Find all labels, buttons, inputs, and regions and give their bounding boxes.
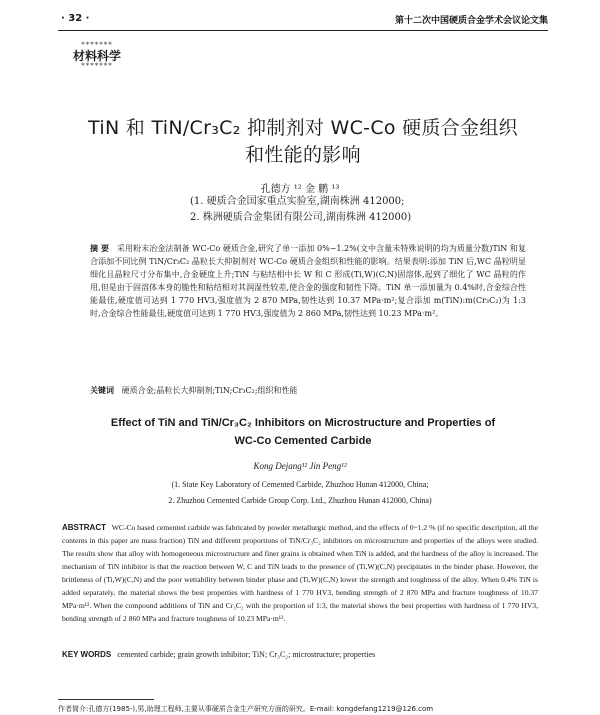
section-tag xyxy=(58,42,136,70)
keywords-chinese-label: 关键词 xyxy=(90,386,114,395)
title-english xyxy=(58,414,548,450)
keywords-english-label: KEY WORDS xyxy=(62,650,112,659)
header-rule xyxy=(58,30,548,31)
affiliation-2: 2. 株洲硬质合金集团有限公司,湖南株洲 412000) xyxy=(190,212,412,223)
abstract-english xyxy=(62,521,538,625)
keywords-english xyxy=(62,649,538,661)
affiliation-1: (1. 硬质合金国家重点实验室,湖南株洲 412000; xyxy=(190,196,405,207)
title-english-line2: WC-Co Cemented Carbide xyxy=(234,435,372,447)
section-tag-stars-bottom: ******* xyxy=(81,62,113,70)
title-chinese-line1: TiN 和 TiN/Cr₃C₂ 抑制剂对 WC-Co 硬质合金组织 xyxy=(88,117,518,139)
affiliation-en-1: (1. State Key Laboratory of Cemented Carbide, Zhuzhou Hunan 412000, China; xyxy=(171,480,429,489)
abstract-english-text: WC-Co based cemented carbide was fabricated by powder metallurgic method, and the effects of 0~1.2 % (if no specific description, all the contents in this paper are mass fraction) TiN and different proportions of TiN/Cr₃C₂ inhibitors on microstructure and properties of the alloys were studied. The results show that alloy with homogeneous microstructure and finer grains is obtained when TiN is added, and the hardness of the alloy is increased. The mechanism of TiN inhibitor is that the reaction between W, C and TiN leads to the presence of (Ti,W)(C,N) precipitates in the binder phase. However, the brittleness of (Ti,W)(C,N) and the poor wettability between binder phase and (Ti,W)(C,N) lower the strength and toughness of the alloy. When 0.4% TiN is added separately, the material shows the best properties with hardness of 1 770 HV3, bending strength of 2 870 MPa and fracture toughness of 10.37 MPa·m¹². When the compound additions of TiN and Cr₃C₂ with the proportion of 1:3, the material shows the best properties with hardness of 1 770 HV3, bending strength of 2 860 MPa and fracture toughness of 10.23 MPa·m¹². xyxy=(62,523,539,623)
affiliations-english xyxy=(0,477,600,509)
keywords-chinese-text: 硬质合金;晶粒长大抑制剂;TiN;Cr₃C₂;组织和性能 xyxy=(121,386,298,395)
section-tag-label: 材料科学 xyxy=(72,49,121,63)
affiliations-chinese xyxy=(190,194,411,226)
affiliation-en-2: 2. Zhuzhou Cemented Carbide Group Corp. Ltd., Zhuzhou Hunan 412000, China) xyxy=(168,496,432,505)
keywords-english-text: cemented carbide; grain growth inhibitor; TiN; Cr₃C₂; microstructure; properties xyxy=(117,650,376,659)
footnote-rule xyxy=(58,699,154,700)
abstract-english-label: ABSTRACT xyxy=(62,523,106,532)
page-number: · 32 · xyxy=(61,13,90,24)
journal-title: 第十二次中国硬质合金学术会议论文集 xyxy=(394,16,548,26)
author-footnote: 作者简介:孔德方(1985-),男,助理工程师,主要从事硬质合金生产研究方面的研究。E-mail: kongdefang1219@126.com xyxy=(58,705,434,713)
keywords-chinese xyxy=(90,384,526,397)
abstract-chinese-text: 采用粉末冶金法制备 WC-Co 硬质合金,研究了单一添加 0%~1.2%(文中含量未特殊说明的均为质量分数)TiN 和复合添加不同比例 TiN/Cr₃C₂ 晶粒长大抑制剂对 WC-Co 硬质合金组织和性能的影响。结果表明:添加 TiN 后,WC 晶粒明显细化且晶粒尺寸分布集中,合金硬度上升;TiN 与粘结相中长 W 和 C 形成(Ti,W)(C,N)固溶体,起到了细化了 WC 晶粒的作用,但是由于固溶体本身的脆性和粘结相对其润湿性较差,使合金的强度和韧性下降。TiN 单一添加量为 0.4%时,合金综合性能最佳,硬度值可达到 1 770 HV3,强度值为 2 870 MPa,韧性达到 10.37 MPa·m²;复合添加 m(TiN):m(Cr₃C₂)为 1:3 时,合金综合性能最佳,硬度值可达到 1 770 HV3,强度值为 2 860 MPa,韧性达到 10.23 MPa·m²。 xyxy=(90,244,526,318)
title-chinese xyxy=(58,115,548,169)
title-english-line1: Effect of TiN and TiN/Cr₃C₂ Inhibitors on Microstructure and Properties of xyxy=(110,417,496,429)
authors-chinese: 孔德方 ¹² 金 鹏 ¹³ xyxy=(260,184,340,195)
section-tag-stars-top: ******* xyxy=(81,41,113,49)
abstract-chinese xyxy=(90,242,526,320)
abstract-chinese-label: 摘 要 xyxy=(90,244,110,253)
title-chinese-line2: 和性能的影响 xyxy=(245,144,361,166)
authors-english: Kong Dejang¹² Jin Peng¹² xyxy=(253,461,347,471)
